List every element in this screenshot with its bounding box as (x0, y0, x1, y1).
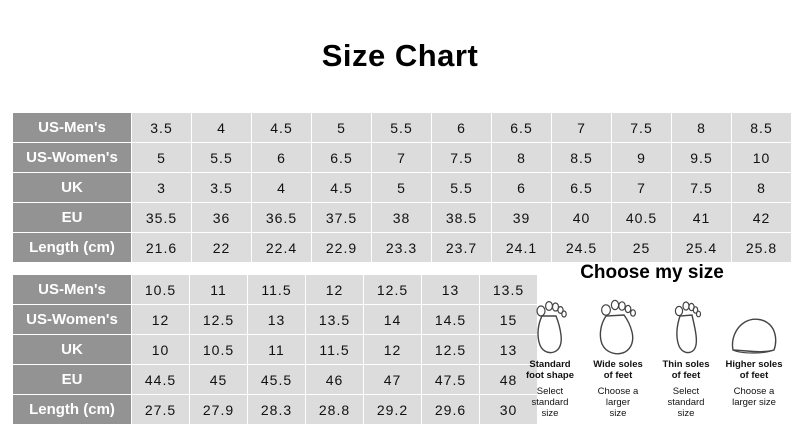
table-cell: 13.5 (480, 275, 538, 305)
size-table-large (12, 274, 538, 425)
foot-shape-name-thin (654, 359, 718, 381)
table-row (13, 395, 538, 425)
row-label: EU (13, 365, 132, 395)
row-label: UK (13, 335, 132, 365)
table-cell: 11.5 (306, 335, 364, 365)
table-row (13, 305, 538, 335)
foot-shape-name-higher-line1: Higher soles (725, 359, 783, 370)
table-cell: 46 (306, 365, 364, 395)
table-cell: 13 (248, 305, 306, 335)
table-cell: 38.5 (432, 203, 492, 233)
foot-shape-name-thin-line2: of feet (671, 370, 701, 381)
table-cell: 28.3 (248, 395, 306, 425)
foot-shape-name-wide (586, 359, 650, 381)
table-cell: 44.5 (132, 365, 190, 395)
table-cell: 24.5 (552, 233, 612, 263)
foot-shape-advice-thin-line2: size (677, 408, 695, 419)
table-cell: 41 (672, 203, 732, 233)
table-cell: 6 (492, 173, 552, 203)
higher-arch-foot-icon (727, 310, 781, 356)
table-cell: 7.5 (612, 113, 672, 143)
page-title: Size Chart (321, 38, 479, 73)
table-cell: 23.7 (432, 233, 492, 263)
table-cell: 10 (132, 335, 190, 365)
table-cell: 9 (612, 143, 672, 173)
foot-shape-advice-higher-line1: Choose a (733, 386, 775, 397)
table-cell: 23.3 (372, 233, 432, 263)
table-cell: 8 (492, 143, 552, 173)
table-cell: 4 (192, 113, 252, 143)
table-cell: 9.5 (672, 143, 732, 173)
table-cell: 25.8 (732, 233, 792, 263)
row-label: Length (cm) (13, 395, 132, 425)
foot-shape-name-standard (518, 359, 582, 381)
table-row (13, 365, 538, 395)
table-cell: 13 (422, 275, 480, 305)
foot-shape-advice-wide-line1: Choose a larger (597, 386, 639, 408)
foot-shape-advice-thin-line1: Select standard (667, 386, 705, 408)
table-row (13, 233, 792, 263)
table-row (13, 173, 792, 203)
table-cell: 29.2 (364, 395, 422, 425)
table-cell: 6.5 (312, 143, 372, 173)
table-cell: 8.5 (732, 113, 792, 143)
choose-my-size-title: Choose my size (580, 262, 724, 283)
table-cell: 5 (372, 173, 432, 203)
table-cell: 12.5 (190, 305, 248, 335)
row-label: Length (cm) (13, 233, 132, 263)
foot-shape-advice-higher (722, 386, 786, 419)
table-cell: 27.9 (190, 395, 248, 425)
table-cell: 12.5 (422, 335, 480, 365)
table-cell: 3.5 (192, 173, 252, 203)
table-cell: 8 (672, 113, 732, 143)
foot-shape-advice-higher-line2: larger size (732, 397, 776, 408)
table-cell: 6 (252, 143, 312, 173)
table-cell: 4.5 (252, 113, 312, 143)
table-cell: 13 (480, 335, 538, 365)
foot-shape-advice (516, 381, 788, 419)
table-cell: 22 (192, 233, 252, 263)
row-label: EU (13, 203, 132, 233)
table-cell: 35.5 (132, 203, 192, 233)
table-cell: 22.4 (252, 233, 312, 263)
table-cell: 14.5 (422, 305, 480, 335)
table-cell: 36 (192, 203, 252, 233)
table-cell: 10.5 (190, 335, 248, 365)
table-cell: 40 (552, 203, 612, 233)
foot-shape-advice-thin (654, 386, 718, 419)
table-cell: 3 (132, 173, 192, 203)
foot-illustration-standard-cell (518, 294, 582, 356)
table-cell: 7 (372, 143, 432, 173)
table-cell: 25.4 (672, 233, 732, 263)
table-cell: 7 (612, 173, 672, 203)
table-cell: 29.6 (422, 395, 480, 425)
table-row (13, 203, 792, 233)
table-cell: 27.5 (132, 395, 190, 425)
table-cell: 12 (306, 275, 364, 305)
table-cell: 5 (312, 113, 372, 143)
table-cell: 7.5 (672, 173, 732, 203)
thin-foot-icon (669, 294, 703, 356)
table-row (13, 335, 538, 365)
table-cell: 40.5 (612, 203, 672, 233)
table-cell: 5.5 (432, 173, 492, 203)
foot-shape-advice-standard-line1: Select standard (531, 386, 569, 408)
table-cell: 5.5 (192, 143, 252, 173)
row-label: US-Women's (13, 143, 132, 173)
table-cell: 5 (132, 143, 192, 173)
table-cell: 25 (612, 233, 672, 263)
table-cell: 6.5 (552, 173, 612, 203)
table-cell: 7 (552, 113, 612, 143)
table-cell: 8 (732, 173, 792, 203)
row-label: US-Women's (13, 305, 132, 335)
table-cell: 7.5 (432, 143, 492, 173)
table-cell: 47.5 (422, 365, 480, 395)
table-cell: 6 (432, 113, 492, 143)
table-cell: 42 (732, 203, 792, 233)
table-cell: 12 (132, 305, 190, 335)
table-cell: 24.1 (492, 233, 552, 263)
table-cell: 45 (190, 365, 248, 395)
table-row (13, 143, 792, 173)
foot-shape-name-higher-line2: of feet (739, 370, 769, 381)
size-table-small (12, 112, 792, 263)
table-cell: 45.5 (248, 365, 306, 395)
foot-shape-advice-standard (518, 386, 582, 419)
foot-shape-advice-standard-line2: size (541, 408, 559, 419)
table-cell: 48 (480, 365, 538, 395)
foot-shape-name-thin-line1: Thin soles (662, 359, 710, 370)
table-cell: 5.5 (372, 113, 432, 143)
foot-shape-name-higher (722, 359, 786, 381)
row-label: US-Men's (13, 113, 132, 143)
table-cell: 39 (492, 203, 552, 233)
row-label: UK (13, 173, 132, 203)
foot-shape-name-wide-line1: Wide soles (593, 359, 643, 370)
table-cell: 11 (248, 335, 306, 365)
foot-shape-advice-wide-line2: size (609, 408, 627, 419)
table-cell: 10.5 (132, 275, 190, 305)
table-cell: 11.5 (248, 275, 306, 305)
foot-shape-names (516, 356, 788, 381)
table-cell: 47 (364, 365, 422, 395)
table-cell: 4 (252, 173, 312, 203)
table-cell: 14 (364, 305, 422, 335)
choose-my-size-panel (516, 262, 788, 422)
foot-shape-illustrations (516, 288, 788, 356)
foot-illustration-wide-cell (586, 294, 650, 356)
table-cell: 3.5 (132, 113, 192, 143)
table-cell: 15 (480, 305, 538, 335)
foot-shape-name-standard-line2: foot shape (525, 370, 575, 381)
foot-shape-name-standard-line1: Standard (529, 359, 571, 370)
table-cell: 21.6 (132, 233, 192, 263)
table-cell: 13.5 (306, 305, 364, 335)
table-cell: 38 (372, 203, 432, 233)
table-cell: 10 (732, 143, 792, 173)
table-cell: 4.5 (312, 173, 372, 203)
table-cell: 30 (480, 395, 538, 425)
table-cell: 12 (364, 335, 422, 365)
wide-foot-icon (595, 294, 641, 356)
row-label: US-Men's (13, 275, 132, 305)
table-row (13, 113, 792, 143)
table-cell: 8.5 (552, 143, 612, 173)
foot-shape-advice-wide (586, 386, 650, 419)
table-cell: 28.8 (306, 395, 364, 425)
table-row (13, 275, 538, 305)
foot-illustration-high-arch-cell (722, 310, 786, 356)
table-cell: 36.5 (252, 203, 312, 233)
table-cell: 22.9 (312, 233, 372, 263)
table-cell: 12.5 (364, 275, 422, 305)
table-cell: 6.5 (492, 113, 552, 143)
foot-illustration-thin-cell (654, 294, 718, 356)
foot-shape-name-wide-line2: of feet (603, 370, 633, 381)
table-cell: 37.5 (312, 203, 372, 233)
standard-foot-icon (530, 294, 570, 356)
table-cell: 11 (190, 275, 248, 305)
